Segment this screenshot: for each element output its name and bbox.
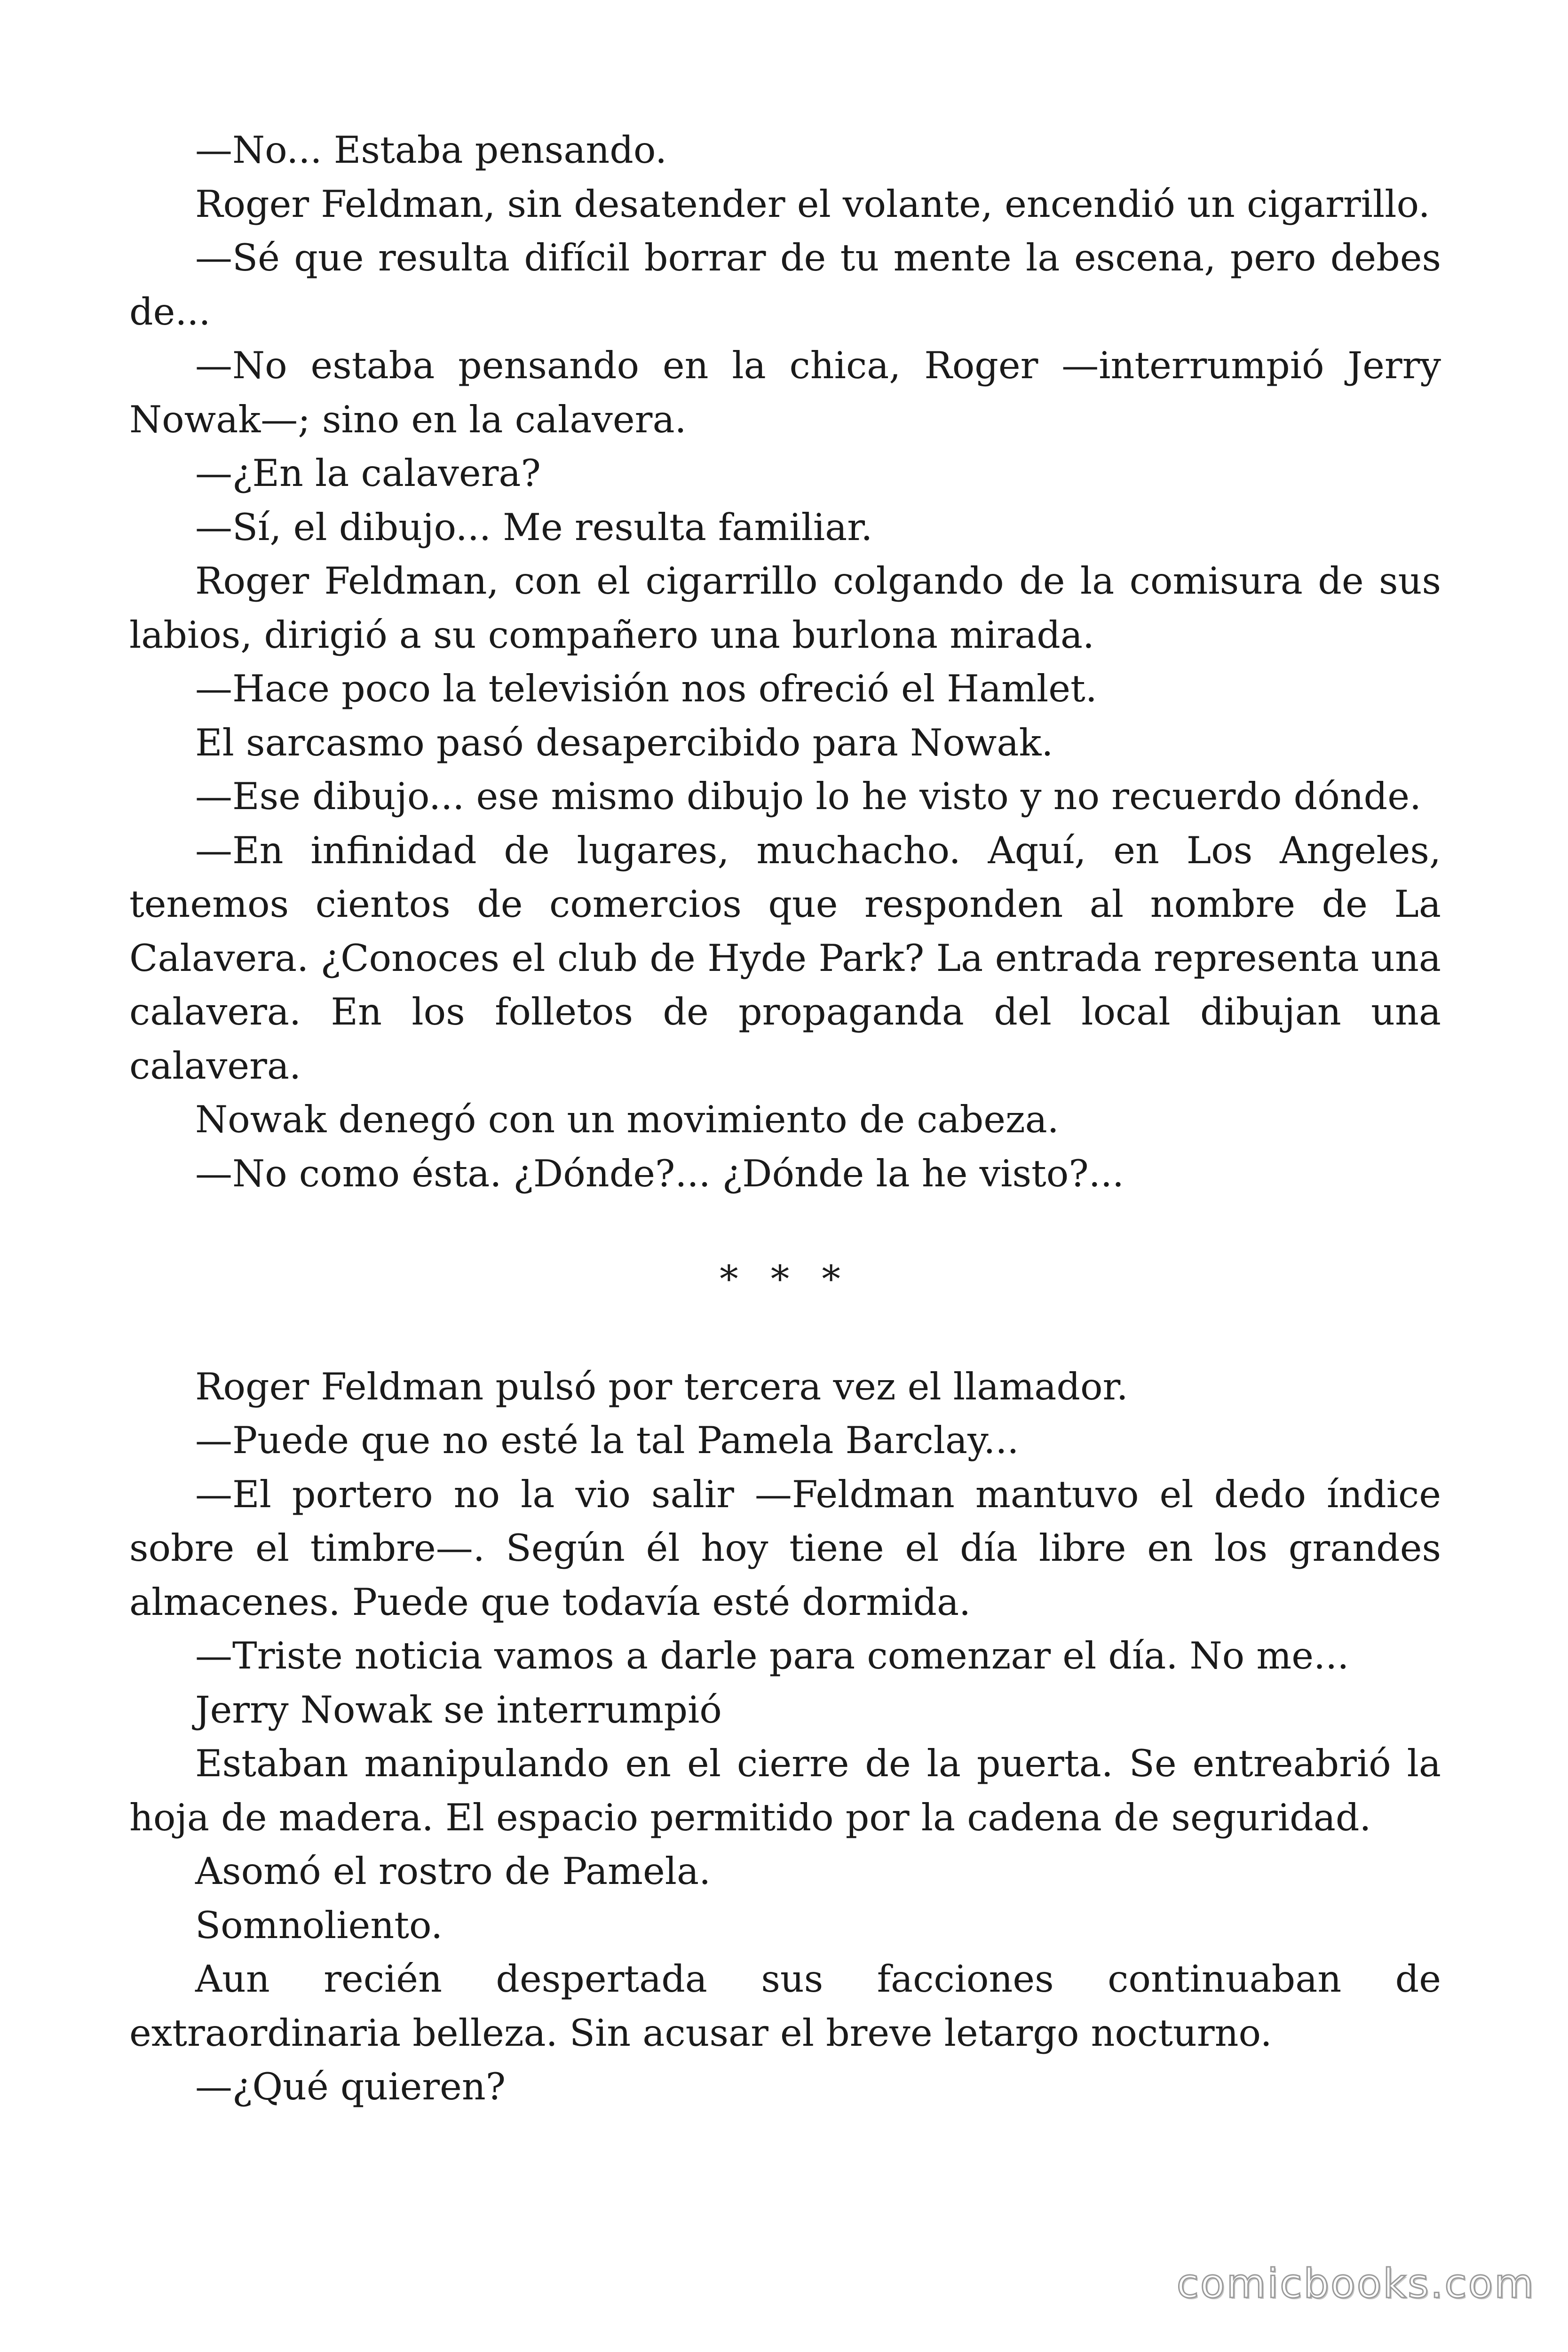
paragraph: Jerry Nowak se interrumpió [195, 1688, 722, 1732]
paragraph: —Puede que no esté la tal Pamela Barclay... [195, 1419, 1019, 1462]
paragraph: —Sé que resulta difícil borrar de tu mente la escena, pero debes de... [129, 236, 1441, 334]
paragraph: Nowak denegó con un movimiento de cabeza. [195, 1098, 1059, 1141]
paragraph: Roger Feldman, sin desatender el volante, encendió un cigarrillo. [195, 182, 1430, 226]
paragraph: —¿Qué quieren? [195, 2065, 506, 2108]
paragraph: Aun recién despertada sus facciones continuaban de extraordinaria belleza. Sin acusar el breve letargo nocturno. [129, 1957, 1441, 2055]
paragraph: El sarcasmo pasó desapercibido para Nowak. [195, 721, 1053, 764]
paragraph: Asomó el rostro de Pamela. [195, 1850, 711, 1893]
paragraph: Roger Feldman, con el cigarrillo colgando de la comisura de sus labios, dirigió a su compañero una burlona mirada. [129, 559, 1441, 657]
paragraph: —En infinidad de lugares, muchacho. Aquí, en Los Angeles, tenemos cientos de comercios que responden al nombre de La Calavera. ¿Conoces el club de Hyde Park? La entrada representa una calavera. En los folletos de propaganda del local dibujan una calavera. [129, 828, 1441, 1088]
scene-separator: * * * [720, 1257, 851, 1301]
paragraph: —Sí, el dibujo... Me resulta familiar. [195, 505, 873, 549]
paragraph: —No... Estaba pensando. [195, 128, 667, 172]
paragraph: —Ese dibujo... ese mismo dibujo lo he visto y no recuerdo dónde. [195, 775, 1422, 818]
paragraph: —No estaba pensando en la chica, Roger —interrumpió Jerry Nowak—; sino en la calavera. [129, 344, 1441, 441]
paragraph: —¿En la calavera? [195, 452, 541, 495]
paragraph: Roger Feldman pulsó por tercera vez el llamador. [195, 1365, 1128, 1408]
paragraph: —Hace poco la televisión nos ofreció el Hamlet. [195, 667, 1097, 710]
paragraph: Estaban manipulando en el cierre de la puerta. Se entreabrió la hoja de madera. El espacio permitido por la cadena de seguridad. [129, 1742, 1441, 1839]
paragraph: Somnoliento. [195, 1903, 443, 1947]
page-body [129, 123, 1441, 2114]
paragraph: —No como ésta. ¿Dónde?... ¿Dónde la he visto?... [195, 1152, 1125, 1195]
paragraph: —El portero no la vio salir —Feldman mantuvo el dedo índice sobre el timbre—. Según él hoy tiene el día libre en los grandes almacenes. Puede que todavía esté dormida. [129, 1472, 1441, 1624]
paragraph: —Triste noticia vamos a darle para comenzar el día. No me... [195, 1634, 1349, 1677]
watermark-logo: comicbooks.com [1176, 2260, 1535, 2307]
